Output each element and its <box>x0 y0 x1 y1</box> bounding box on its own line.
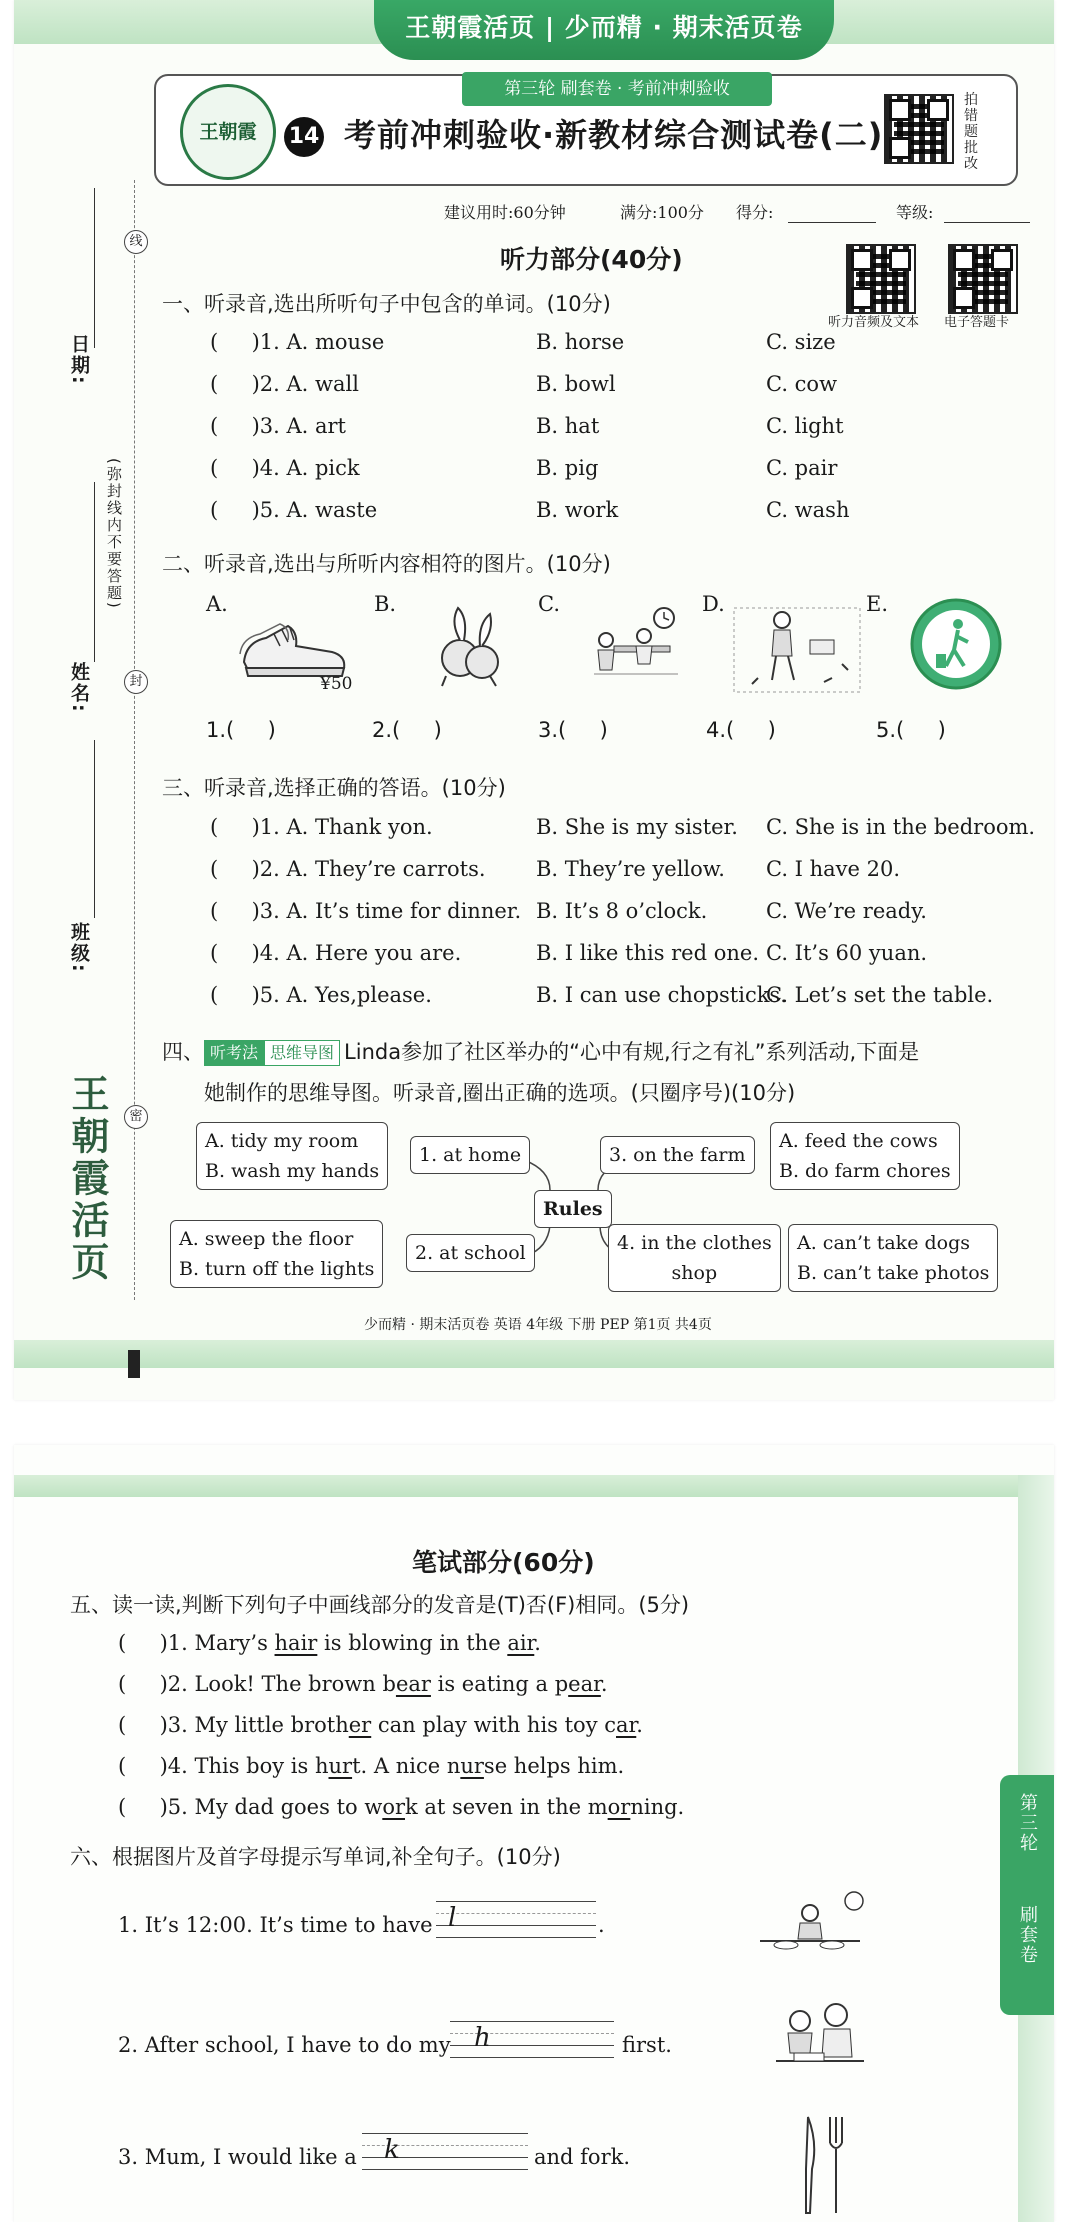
seal-note: (弥封线内不要答题) <box>105 458 123 610</box>
pic-letter-c: C. <box>538 592 560 616</box>
sec6-item-1-blank[interactable] <box>436 1901 596 1937</box>
sec3-option-c: C. It’s 60 yuan. <box>766 941 928 965</box>
vegetables-picture <box>424 596 514 692</box>
pic-letter-d: D. <box>702 592 725 616</box>
qr-label-card: 电子答题卡 <box>944 315 1010 330</box>
side-tab <box>1000 1775 1054 2015</box>
sec6-item-2-end: first. <box>622 2033 672 2057</box>
listening-title: 听力部分(40分) <box>500 245 683 274</box>
sec3-option-b: B. They’re yellow. <box>536 857 725 881</box>
logo: 王朝霞 <box>180 84 276 180</box>
shop-label-line2: shop <box>671 1262 718 1284</box>
sec3-item-1[interactable]: ( )1. A. Thank yon. <box>210 815 433 839</box>
sec3-item-4[interactable]: ( )4. A. Here you are. <box>210 941 462 965</box>
sec3-heading: 三、听录音,选择正确的答语。(10分) <box>162 776 506 800</box>
sec5-item-1[interactable]: ( )1. Mary’s hair is blowing in the air. <box>118 1631 541 1655</box>
shop-option-b[interactable]: B. can’t take photos <box>797 1262 990 1284</box>
vertical-brand: 王朝霞活页 <box>65 1074 110 1284</box>
sec1-option-c: C. cow <box>766 372 838 396</box>
meta-score: 得分: <box>736 203 774 222</box>
shop-option-a[interactable]: A. can’t take dogs <box>797 1232 970 1254</box>
side-tab-round: 第三轮 <box>1017 1793 1038 1853</box>
sec1-item-2[interactable]: ( )2. A. wall <box>210 372 359 396</box>
node-at-school: 2. at school <box>406 1234 535 1272</box>
writing-title: 笔试部分(60分) <box>412 1548 595 1577</box>
sec1-option-b: B. work <box>536 498 619 522</box>
sec1-option-b: B. hat <box>536 414 600 438</box>
home-option-a[interactable]: A. tidy my room <box>205 1130 359 1152</box>
lunch-picture <box>750 1889 870 1959</box>
hint-letter-k: k <box>384 2135 400 2165</box>
seal-mark-line: 线 <box>124 230 148 254</box>
farm-option-b[interactable]: B. do farm chores <box>779 1160 951 1182</box>
sec3-option-b: B. She is my sister. <box>536 815 738 839</box>
sec5-item-4[interactable]: ( )4. This boy is hurt. A nice nurse helps him. <box>118 1754 625 1778</box>
seal-line <box>134 180 135 1300</box>
farm-option-a[interactable]: A. feed the cows <box>779 1130 938 1152</box>
price-label: ¥50 <box>320 674 353 694</box>
page-marker <box>128 1350 140 1378</box>
qr-label-audio: 听力音频及文本 <box>828 315 920 330</box>
side-tab-set: 刷套卷 <box>1017 1905 1038 1965</box>
sec3-option-b: B. It’s 8 o’clock. <box>536 899 708 923</box>
exam-number: 14 <box>284 117 324 157</box>
home-options <box>196 1122 388 1190</box>
sec6-item-3-text: 3. Mum, I would like a <box>118 2145 357 2169</box>
sec1-option-b: B. horse <box>536 330 625 354</box>
sec6-heading: 六、根据图片及首字母提示写单词,补全句子。(10分) <box>70 1845 561 1869</box>
top-green-band <box>14 1475 1054 1497</box>
sec4-heading-2: 她制作的思维导图。听录音,圈出正确的选项。(只圈序号)(10分) <box>204 1081 796 1105</box>
seal-mark-secret: 密 <box>124 1105 148 1129</box>
node-at-home: 1. at home <box>410 1136 530 1174</box>
sec2-blank-2[interactable]: 2.( ) <box>372 718 442 742</box>
round-label: 第三轮 刷套卷 · 考前冲刺验收 <box>462 72 772 106</box>
meta-time: 建议用时:60分钟 <box>444 203 566 222</box>
farm-options <box>770 1122 960 1190</box>
sec3-option-b: B. I can use chopsticks. <box>536 983 787 1007</box>
homework-picture <box>770 2001 870 2081</box>
sec3-option-c: C. Let’s set the table. <box>766 983 994 1007</box>
pic-letter-e: E. <box>866 592 889 616</box>
answer-card-qr-icon[interactable] <box>948 244 1018 314</box>
sec3-item-5[interactable]: ( )5. A. Yes,please. <box>210 983 432 1007</box>
class-label: 班级: <box>68 922 90 974</box>
sec1-option-c: C. pair <box>766 456 838 480</box>
sec1-item-3[interactable]: ( )3. A. art <box>210 414 346 438</box>
sec5-heading: 五、读一读,判断下列句子中画线部分的发音是(T)否(F)相同。(5分) <box>70 1593 690 1617</box>
hint-letter-h: h <box>474 2023 491 2053</box>
brand-banner: 王朝霞活页 | 少而精 · 期末活页卷 <box>374 0 834 60</box>
exam-page-1 <box>14 0 1054 1400</box>
sec3-option-c: C. I have 20. <box>766 857 901 881</box>
bottom-green-band <box>14 1340 1054 1368</box>
shop-label-line1: 4. in the clothes <box>617 1232 772 1254</box>
name-blank[interactable] <box>94 482 95 662</box>
sec5-item-5[interactable]: ( )5. My dad goes to work at seven in the morning. <box>118 1795 685 1819</box>
sec3-item-2[interactable]: ( )2. A. They’re carrots. <box>210 857 486 881</box>
sec5-item-2[interactable]: ( )2. Look! The brown bear is eating a pear. <box>118 1672 608 1696</box>
sec2-blank-1[interactable]: 1.( ) <box>206 718 276 742</box>
tag-listening-method: 听考法 <box>204 1040 264 1066</box>
page1-footer: 少而精 · 期末活页卷 英语 4年级 下册 PEP 第1页 共4页 <box>364 1317 712 1333</box>
sec6-item-2-text: 2. After school, I have to do my <box>118 2033 451 2057</box>
sec1-item-5[interactable]: ( )5. A. waste <box>210 498 378 522</box>
sec2-blank-5[interactable]: 5.( ) <box>876 718 946 742</box>
sec4-number: 四、 <box>162 1040 204 1064</box>
sec1-item-4[interactable]: ( )4. A. pick <box>210 456 360 480</box>
exam-page-2 <box>14 1445 1054 2222</box>
sec3-item-3[interactable]: ( )3. A. It’s time for dinner. <box>210 899 522 923</box>
sec6-item-3-end: and fork. <box>534 2145 631 2169</box>
sec3-option-c: C. She is in the bedroom. <box>766 815 1036 839</box>
qr-side-text: 拍错题批改 <box>964 92 980 172</box>
pic-letter-a: A. <box>206 592 228 616</box>
audio-qr-icon[interactable] <box>846 244 916 314</box>
date-label: 日期: <box>68 334 90 386</box>
sec2-heading: 二、听录音,选出与所听内容相符的图片。(10分) <box>162 552 611 576</box>
name-label: 姓名: <box>68 662 90 714</box>
sec1-option-c: C. size <box>766 330 836 354</box>
knife-and-fork-picture <box>794 2113 854 2217</box>
grade-blank[interactable] <box>944 222 1030 223</box>
sec1-item-1[interactable]: ( )1. A. mouse <box>210 330 385 354</box>
pic-letter-b: B. <box>374 592 397 616</box>
meta-full: 满分:100分 <box>620 203 704 222</box>
school-options <box>170 1220 383 1288</box>
sec1-option-c: C. light <box>766 414 844 438</box>
sec2-blank-4[interactable]: 4.( ) <box>706 718 776 742</box>
class-blank[interactable] <box>94 740 95 918</box>
sec5-item-3[interactable]: ( )3. My little brother can play with his toy car. <box>118 1713 643 1737</box>
seal-mark-seal: 封 <box>124 670 148 694</box>
node-clothes-shop <box>608 1224 781 1292</box>
node-rules: Rules <box>534 1190 612 1228</box>
sec3-option-b: B. I like this red one. <box>536 941 760 965</box>
home-option-b[interactable]: B. wash my hands <box>205 1160 380 1182</box>
date-blank[interactable] <box>94 188 95 348</box>
sec1-option-b: B. bowl <box>536 372 616 396</box>
school-option-a[interactable]: A. sweep the floor <box>179 1228 354 1250</box>
sec1-heading: 一、听录音,选出所听句子中包含的单词。(10分) <box>162 292 611 316</box>
sec1-option-b: B. pig <box>536 456 599 480</box>
park-litter-picture <box>732 594 862 694</box>
tag-mind-map: 思维导图 <box>264 1040 340 1066</box>
hint-letter-l: l <box>448 1903 457 1933</box>
classroom-picture <box>584 600 684 684</box>
node-on-farm: 3. on the farm <box>600 1136 755 1174</box>
qr-code-icon[interactable] <box>884 94 954 164</box>
exam-title: 考前冲刺验收·新教材综合测试卷(二) <box>344 116 884 154</box>
sec6-item-1-text: 1. It’s 12:00. It’s time to have <box>118 1913 433 1937</box>
score-blank[interactable] <box>788 222 876 223</box>
sec1-option-c: C. wash <box>766 498 850 522</box>
sec2-blank-3[interactable]: 3.( ) <box>538 718 608 742</box>
no-littering-sign-picture <box>902 596 1010 692</box>
school-option-b[interactable]: B. turn off the lights <box>179 1258 375 1280</box>
sec4-heading: Linda参加了社区举办的“心中有规,行之有礼”系列活动,下面是 <box>344 1040 920 1064</box>
sec6-item-1-end: . <box>598 1913 605 1937</box>
shop-options <box>788 1224 998 1292</box>
sec4-heading-row <box>162 1036 919 1066</box>
meta-grade: 等级: <box>896 203 934 222</box>
sec3-option-c: C. We’re ready. <box>766 899 927 923</box>
